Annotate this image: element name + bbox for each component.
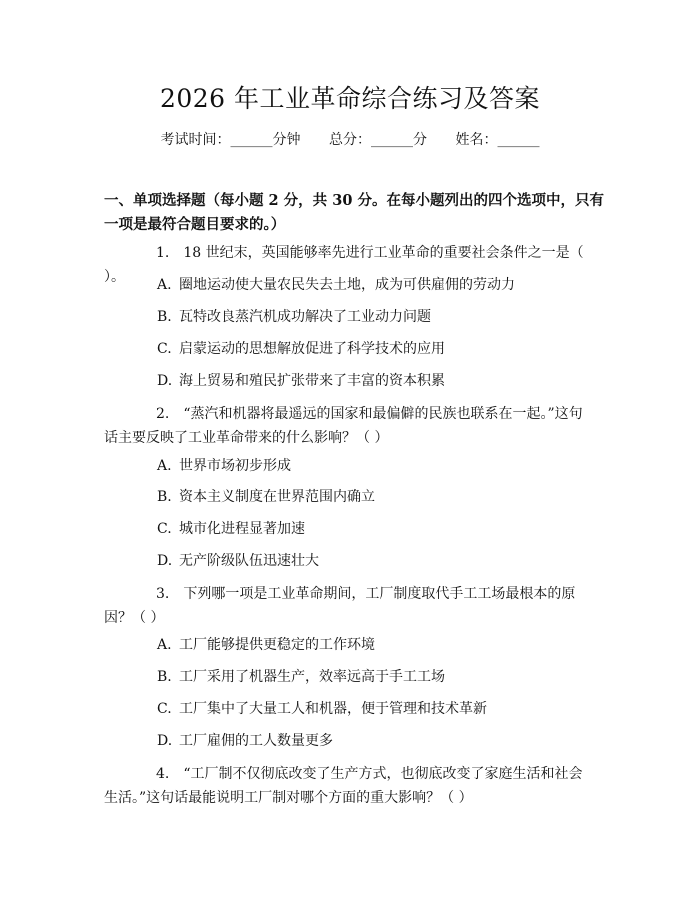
exam-time-blank: ______ <box>230 132 273 148</box>
option-text: 世界市场初步形成 <box>179 458 291 474</box>
question-3-option-b <box>157 667 597 687</box>
total-score-blank: ______ <box>371 132 413 148</box>
question-text: 下列哪一项是工业革命期间，工厂制度取代手工工场最根本的原因？（ ） <box>104 586 576 626</box>
option-letter: B. <box>157 309 172 325</box>
exam-meta-line <box>0 130 700 150</box>
section-heading: 一、单项选择题（每小题 2 分，共 30 分。在每小题列出的四个选项中，只有一项是最符合题目要求的。） <box>104 192 604 233</box>
option-text: 城市化进程显著加速 <box>179 521 305 537</box>
exam-time-unit: 分钟 <box>272 132 301 148</box>
option-letter: B. <box>157 489 172 505</box>
question-number: 2. <box>156 406 170 422</box>
option-text: 启蒙运动的思想解放促进了科学技术的应用 <box>179 341 445 357</box>
question-3-option-c <box>157 699 597 719</box>
student-name-field <box>455 130 539 150</box>
question-number: 1. <box>156 245 170 261</box>
option-text: 海上贸易和殖民扩张带来了丰富的资本积累 <box>179 373 445 389</box>
option-letter: D. <box>157 553 173 569</box>
option-letter: B. <box>157 669 172 685</box>
exam-time-label: 考试时间： <box>160 132 231 148</box>
question-text: 18 世纪末，英国能够率先进行工业革命的重要社会条件之一是（ ）。 <box>104 245 584 285</box>
option-letter: A. <box>157 637 172 653</box>
option-text: 无产阶级队伍迅速壮大 <box>179 553 319 569</box>
exam-time-field <box>161 130 301 150</box>
option-text: 瓦特改良蒸汽机成功解决了工业动力问题 <box>179 309 431 325</box>
question-2-option-d <box>157 551 597 571</box>
question-4 <box>104 762 596 810</box>
student-name-label: 姓名： <box>455 132 498 148</box>
option-text: 工厂集中了大量工人和机器，便于管理和技术革新 <box>179 701 487 717</box>
question-1-option-a <box>157 275 597 295</box>
student-name-blank: ______ <box>497 132 540 148</box>
option-text: 工厂能够提供更稳定的工作环境 <box>179 637 375 653</box>
question-3-option-d <box>157 731 597 751</box>
option-text: 资本主义制度在世界范围内确立 <box>179 489 375 505</box>
question-3 <box>104 582 596 630</box>
question-2-option-c <box>157 519 597 539</box>
option-letter: A. <box>157 458 172 474</box>
option-letter: D. <box>157 733 173 749</box>
question-text: “蒸汽和机器将最遥远的国家和最偏僻的民族也联系在一起。”这句话主要反映了工业革命带来的什么影响？（ ） <box>104 406 583 446</box>
option-text: 工厂雇佣的工人数量更多 <box>179 733 333 749</box>
option-text: 工厂采用了机器生产，效率远高于手工工场 <box>179 669 445 685</box>
question-text: “工厂制不仅彻底改变了生产方式，也彻底改变了家庭生活和社会生活。”这句话最能说明工厂制对哪个方面的重大影响？（ ） <box>104 766 583 806</box>
question-2 <box>104 402 596 450</box>
question-2-option-a <box>157 456 597 476</box>
option-text: 圈地运动使大量农民失去土地，成为可供雇佣的劳动力 <box>179 277 515 293</box>
total-score-label: 总分： <box>329 132 371 148</box>
option-letter: D. <box>157 373 173 389</box>
question-number: 4. <box>156 766 170 782</box>
question-1-option-c <box>157 339 597 359</box>
option-letter: C. <box>157 341 172 357</box>
total-score-unit: 分 <box>413 132 427 148</box>
question-1-option-b <box>157 307 597 327</box>
option-letter: C. <box>157 521 172 537</box>
page-title: 2026 年工业革命综合练习及答案 <box>159 84 541 113</box>
question-number: 3. <box>156 586 170 602</box>
question-1-option-d <box>157 371 597 391</box>
question-3-option-a <box>157 635 597 655</box>
option-letter: A. <box>157 277 172 293</box>
option-letter: C. <box>157 701 172 717</box>
question-2-option-b <box>157 487 597 507</box>
total-score-field <box>329 130 427 150</box>
